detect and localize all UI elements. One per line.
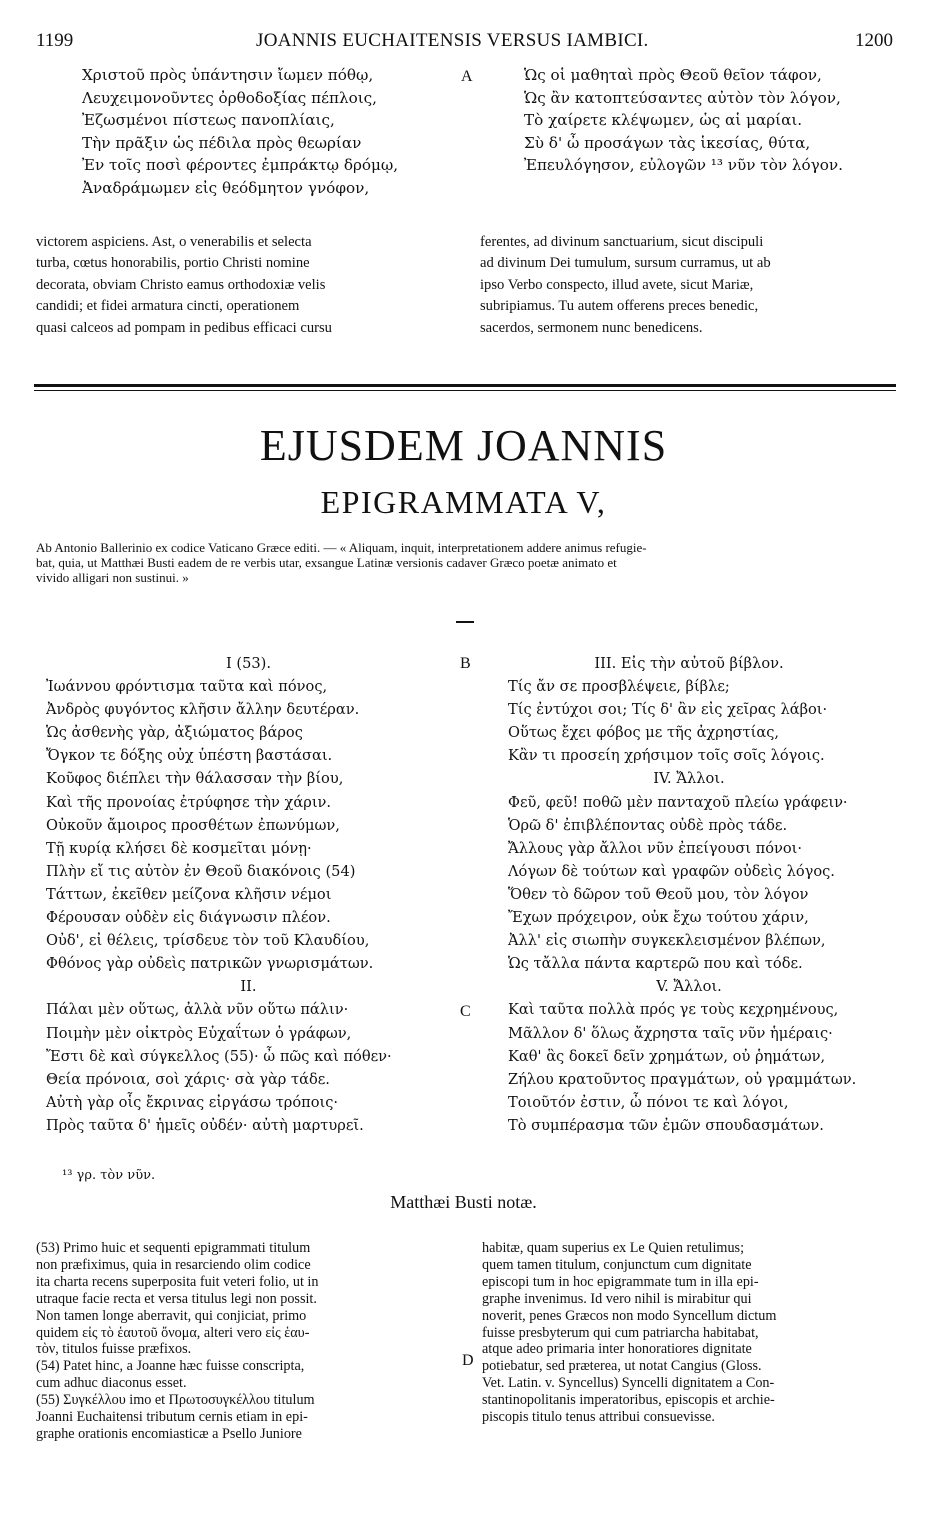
verse-line: Ἀνδρὸς φυγόντος κλῆσιν ἄλλην δευτέραν. xyxy=(46,701,360,719)
verse-line: Τὴν πρᾶξιν ὡς πέδιλα πρὸς θεωρίαν xyxy=(82,133,362,152)
note-line: Vet. Latin. v. Syncellus) Syncelli dignitatem a Con- xyxy=(482,1375,775,1392)
verse-line: Ἐπευλόγησον, εὐλογῶν ¹³ νῦν τὸν λόγον. xyxy=(524,156,843,175)
note-line: noverit, penes Græcos non modo Syncellum dictum xyxy=(482,1307,777,1324)
latin-line: decorata, obviam Christo eamus orthodoxiæ velis xyxy=(36,276,326,293)
verse-line: Φθόνος γὰρ οὐδεὶς πατρικῶν γνωρισμάτων. xyxy=(46,955,374,973)
verse-line: Ἐζωσμένοι πίστεως πανοπλίαις, xyxy=(82,111,335,130)
intro-line: bat, quia, ut Matthæi Busti eadem de re verbis utar, exsangue Latinæ versionis cadaver Græco poetæ animato et xyxy=(36,555,617,570)
verse-line: Θεία πρόνοια, σοὶ χάρις· σὰ γὰρ τάδε. xyxy=(46,1070,330,1088)
latin-line: candidi; et fidei armatura cincti, operationem xyxy=(36,298,300,315)
note-line: habitæ, quam superius ex Le Quien retulimus; xyxy=(482,1240,745,1256)
verse-line: Λόγων δὲ τούτων καὶ γραφῶν οὐδεὶς λόγος. xyxy=(508,862,835,880)
verse-line: Κοῦφος διέπλει τὴν θάλασσαν τὴν βίου, xyxy=(46,770,344,788)
latin-line: ad divinum Dei tumulum, sursum curramus, ut ab xyxy=(480,255,771,272)
notes-right-column xyxy=(482,1240,896,1426)
verse-line: Πάλαι μὲν οὕτως, ἀλλὰ νῦν οὕτω πάλιν· xyxy=(46,1001,349,1019)
note-line: fuisse presbyterum qui cum patriarcha habitabat, xyxy=(482,1324,759,1341)
note-line: cum adhuc diaconus esset. xyxy=(36,1375,187,1392)
verse-line: Τίς ἐντύχοι σοι; Τίς δ' ἂν εἰς χεῖρας λάβοι· xyxy=(508,701,828,719)
verse-line: Ἔστι δὲ καὶ σύγκελλος (55)· ὦ πῶς καὶ πόθεν· xyxy=(46,1047,392,1065)
verse-line: Φέρουσαν οὐδὲν εἰς διάγνωσιν πλέον. xyxy=(46,909,331,927)
verse-line: Ἀλλ' εἰς σιωπὴν συγκεκλεισμένον βλέπων, xyxy=(508,932,826,950)
latin-line: turba, cœtus honorabilis, portio Christi nomine xyxy=(36,255,310,272)
left-epigrams xyxy=(36,652,461,1137)
note-line: (54) Patet hinc, a Joanne hæc fuisse conscripta, xyxy=(36,1358,305,1375)
verse-line: Λευχειμονοῦντες ὀρθοδοξίας πέπλοις, xyxy=(82,88,377,107)
verse-line: Ὅθεν τὸ δῶρον τοῦ Θεοῦ μου, τὸν λόγον xyxy=(508,885,809,903)
verse-line: Φεῦ, φεῦ! ποθῶ μὲν πανταχοῦ πλείω γράφειν· xyxy=(508,793,848,811)
verse-line: Καὶ ταῦτα πολλὰ πρός γε τοὺς κεχρημένους, xyxy=(508,1001,839,1019)
section-subtitle: EPIGRAMMATA V, xyxy=(320,484,607,520)
verse-line: Ὁρῶ δ' ἐπιβλέποντας οὐδὲ πρὸς τάδε. xyxy=(508,816,788,834)
intro-line: vivido alligari non sustinui. » xyxy=(36,570,189,585)
epigram-heading: V. Ἄλλοι. xyxy=(656,978,722,996)
note-line: τὸν, titulos fuisse præfixos. xyxy=(36,1341,192,1358)
intro-line: Ab Antonio Ballerinio ex codice Vaticano Græce editi. — « Aliquam, inquit, interpretationem addere animus refugie- xyxy=(36,540,647,555)
verse-line: Τῇ κυρίᾳ κλήσει δὲ κοσμεῖται μόνῃ· xyxy=(46,839,312,857)
running-title: JOANNIS EUCHAITENSIS VERSUS IAMBICI. xyxy=(256,30,649,51)
latin-line: subripiamus. Tu autem offerens preces benedic, xyxy=(480,298,759,315)
note-line: stantinopolitanis imperatoribus, episcopis et archie- xyxy=(482,1392,775,1409)
note-line: quidem εἰς τὸ ἑαυτοῦ ὄνομα, alteri vero εἰς ἑαυ- xyxy=(36,1324,310,1341)
verse-line: Ἰωάννου φρόντισμα ταῦτα καὶ πόνος, xyxy=(46,678,328,696)
verse-line: Ἔχων πρόχειρον, οὐκ ἔχω τούτου χάριν, xyxy=(508,909,809,927)
note-line: Joanni Euchaitensi tributum cernis etiam in epi- xyxy=(36,1409,308,1426)
verse-line: Ὡς ἀσθενὴς γὰρ, ἀξιώματος βάρος xyxy=(46,724,303,742)
right-epigrams xyxy=(482,652,896,1137)
running-header xyxy=(36,30,893,60)
verse-line: Πλὴν εἴ τις αὐτὸν ἐν Θεοῦ διακόνοις (54) xyxy=(46,862,356,880)
section-rule xyxy=(34,384,896,387)
latin-line: ipso Verbo conspecto, illud avete, sicut Mariæ, xyxy=(480,276,754,293)
epigram-heading: IV. Ἄλλοι. xyxy=(653,770,725,788)
notes-left-column xyxy=(36,1240,460,1443)
verse-line: Ὡς οἱ μαθηταὶ πρὸς Θεοῦ θεῖον τάφον, xyxy=(524,66,822,84)
page-number-right: 1200 xyxy=(855,30,893,51)
verse-line: Οὕτως ἔχει φόβος με τῆς ἀχρηστίας, xyxy=(508,724,780,742)
verse-line: Τάττων, ἐκεῖθεν μείζονα κλῆσιν νέμοι xyxy=(46,885,332,903)
verse-line: Αὐτὴ γὰρ οἷς ἔκρινας εἰργάσω τρόποις· xyxy=(46,1093,339,1111)
verse-line: Ζήλου κρατοῦντος πραγμάτων, οὐ γραμμάτων. xyxy=(508,1070,857,1088)
margin-letter-a: A xyxy=(461,68,473,85)
verse-line: Ποιμὴν μὲν οἰκτρὸς Εὐχαΐτων ὁ γράφων, xyxy=(46,1024,352,1042)
verse-line: Ὡς ἂν κατοπτεύσαντες αὐτὸν τὸν λόγον, xyxy=(524,88,841,107)
footnote: ¹³ γρ. τὸν νῦν. xyxy=(62,1168,156,1183)
verse-line: Ἐν τοῖς ποσὶ φέροντες ἐμπράκτῳ δρόμῳ, xyxy=(82,156,399,175)
note-line: piscopis titulo tenus attribui consuevisse. xyxy=(482,1409,715,1426)
note-line: (53) Primo huic et sequenti epigrammati titulum xyxy=(36,1240,311,1256)
top-left-latin-translation xyxy=(36,232,456,339)
latin-line: victorem aspiciens. Ast, o venerabilis et selecta xyxy=(36,234,312,250)
note-line: graphe orationis encomiasticæ a Psello Juniore xyxy=(36,1425,302,1442)
verse-line: Ἀναδράμωμεν εἰς θεόδμητον γνόφον, xyxy=(82,178,370,197)
intro-paragraph xyxy=(36,540,896,585)
note-line: (55) Συγκέλλου imo et Πρωτοσυγκέλλου titulum xyxy=(36,1392,315,1409)
verse-line: Οὐκοῦν ἄμοιρος προσθέτων ἐπωνύμων, xyxy=(46,816,340,834)
latin-line: ferentes, ad divinum sanctuarium, sicut discipuli xyxy=(480,234,764,250)
verse-line: Οὐδ', εἰ θέλεις, τρίσδευε τὸν τοῦ Κλαυδίου, xyxy=(46,932,370,950)
note-line: non præfiximus, quia in resarciendo olim codice xyxy=(36,1256,311,1273)
verse-line: Τὸ χαίρετε κλέψωμεν, ὡς αἱ μαρίαι. xyxy=(524,111,803,130)
verse-line: Πρὸς ταῦτα δ' ἡμεῖς οὐδέν· αὐτὴ μαρτυρεῖ. xyxy=(46,1116,364,1134)
latin-line: sacerdos, sermonem nunc benedicens. xyxy=(480,319,703,336)
top-right-greek-verses xyxy=(524,64,896,177)
margin-letter-c: C xyxy=(460,1003,471,1020)
verse-line: Τοιοῦτόν ἐστιν, ὦ πόνοι τε καὶ λόγοι, xyxy=(508,1093,789,1111)
note-line: graphe invenimus. Id vero nihil is mirabitur qui xyxy=(482,1290,752,1307)
section-title: EJUSDEM JOANNIS xyxy=(259,421,668,470)
notes-title: Matthæi Busti notæ. xyxy=(390,1192,537,1212)
note-line: Non tamen longe aberravit, qui conjiciat, primo xyxy=(36,1307,307,1324)
verse-line: Τίς ἄν σε προσβλέψειε, βίβλε; xyxy=(508,678,730,696)
top-right-latin-translation xyxy=(480,232,894,339)
section-rule-thin xyxy=(34,390,896,391)
verse-line: Σὺ δ' ὦ προσάγων τὰς ἱκεσίας, θύτα, xyxy=(524,133,811,152)
verse-line: Χριστοῦ πρὸς ὑπάντησιν ἴωμεν πόθῳ, xyxy=(82,66,374,84)
separator-dash xyxy=(456,621,474,623)
page-number-left: 1199 xyxy=(36,30,74,51)
verse-line: Ὡς τἄλλα πάντα καρτερῶ που καὶ τόδε. xyxy=(508,955,803,973)
note-line: quem tamen titulum, conjunctum cum dignitate xyxy=(482,1256,752,1273)
verse-line: Καθ' ἃς δοκεῖ δεῖν χρημάτων, οὐ ῥημάτων, xyxy=(508,1047,826,1065)
verse-line: Ἄλλους γὰρ ἄλλοι νῦν ἐπείγουσι πόνοι· xyxy=(508,839,803,857)
epigram-heading: III. Εἰς τὴν αὐτοῦ βίβλον. xyxy=(594,655,784,672)
note-line: episcopi tum in hoc epigrammate tum in illa epi- xyxy=(482,1273,759,1290)
verse-line: Τὸ συμπέρασμα τῶν ἐμῶν σπουδασμάτων. xyxy=(508,1116,824,1134)
margin-letter-d: D xyxy=(462,1352,474,1369)
note-line: potiebatur, sed præterea, ut notat Cangius (Gloss. xyxy=(482,1358,762,1375)
margin-letter-b: B xyxy=(460,655,471,672)
note-line: ita charta recens superposita fuit veteri folio, ut in xyxy=(36,1273,319,1290)
verse-line: Μᾶλλον δ' ὅλως ἄχρηστα ταῖς νῦν ἡμέραις· xyxy=(508,1024,833,1042)
verse-line: Ὄγκον τε δόξης οὐχ ὑπέστη βαστάσαι. xyxy=(46,747,333,765)
verse-line: Καὶ τῆς προνοίας ἐτρύφησε τὴν χάριν. xyxy=(46,793,332,811)
note-line: utraque facie recta et versa titulus legi non possit. xyxy=(36,1290,317,1307)
note-line: atque adeo primaria inter honoratiores dignitate xyxy=(482,1341,752,1358)
top-left-greek-verses xyxy=(82,64,462,200)
epigram-heading: I (53). xyxy=(226,655,271,672)
verse-line: Κἂν τι προσείη χρήσιμον τοῖς σοῖς λόγοις. xyxy=(508,747,825,765)
epigram-heading: II. xyxy=(240,978,257,996)
latin-line: quasi calceos ad pompam in pedibus efficaci cursu xyxy=(36,319,332,336)
